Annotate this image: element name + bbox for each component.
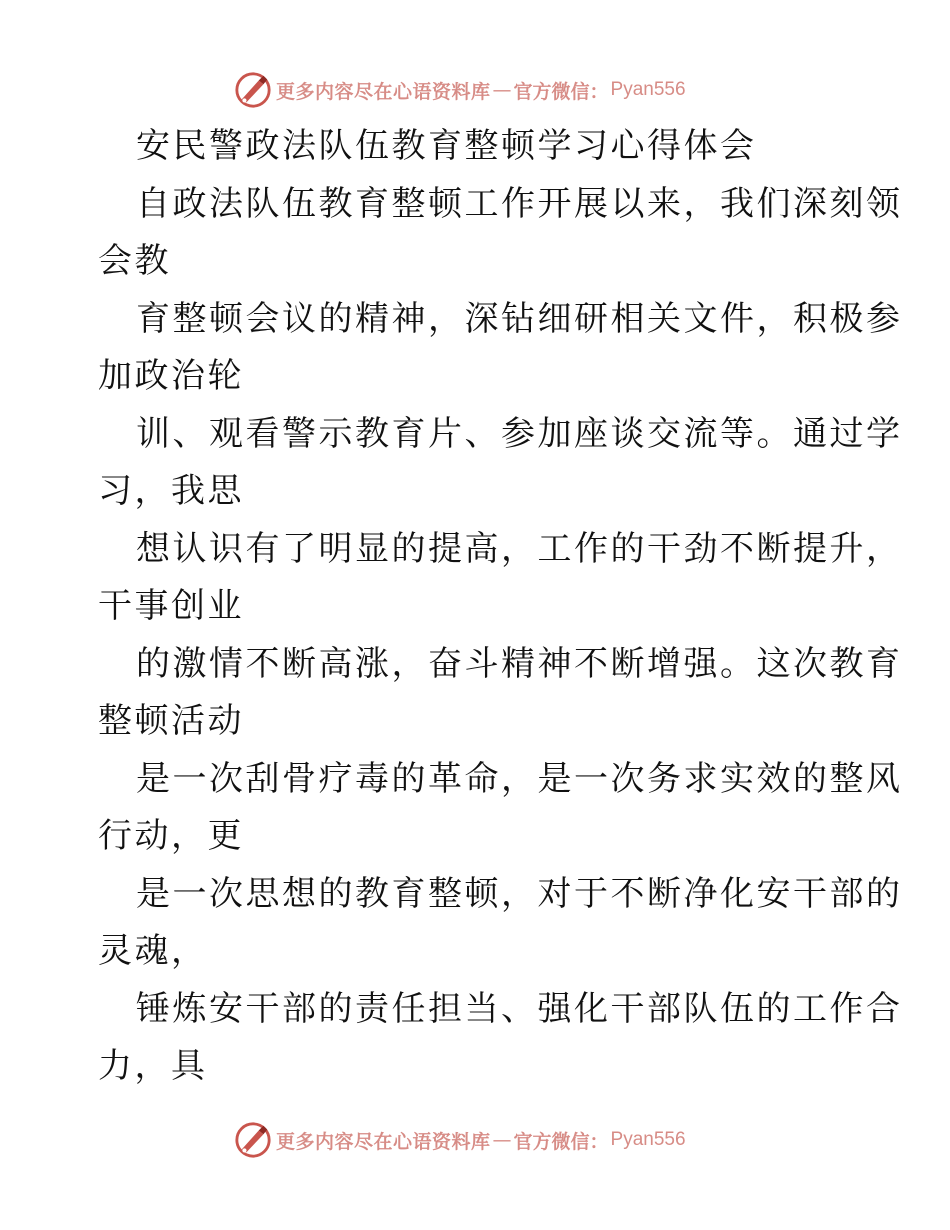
watermark-wechat-id: Pyan556 (610, 1129, 686, 1150)
footer-watermark (234, 1120, 686, 1160)
text-line: 整顿活动 (98, 701, 244, 741)
text-line: 训、观看警示教育片、参加座谈交流等。通过学 (136, 413, 903, 454)
watermark-text: 更多内容尽在心语资料库 (276, 80, 491, 103)
text-line: 行动，更 (98, 816, 244, 856)
pen-logo-icon (234, 71, 272, 109)
text-line: 灵魂， (98, 931, 208, 971)
pen-logo-icon (234, 1121, 272, 1159)
watermark-dash: — (492, 1129, 512, 1151)
watermark-wechat-id: Pyan556 (610, 79, 686, 100)
text-line: 加政治轮 (98, 356, 244, 396)
watermark-wechat-label: 官方微信： (513, 1130, 609, 1153)
text-line: 是一次刮骨疗毒的革命，是一次务求实效的整风 (136, 758, 903, 799)
text-line: 会教 (98, 241, 171, 281)
text-line: 的激情不断高涨，奋斗精神不断增强。这次教育 (136, 643, 903, 684)
watermark-text: 更多内容尽在心语资料库 (276, 1130, 491, 1153)
watermark-dash: — (492, 79, 512, 101)
text-line: 安民警政法队伍教育整顿学习心得体会 (136, 126, 757, 166)
watermark-wechat-label: 官方微信： (513, 80, 609, 103)
text-line: 干事创业 (98, 586, 244, 626)
text-line: 力，具 (98, 1046, 208, 1086)
text-line: 是一次思想的教育整顿，对于不断净化安干部的 (136, 873, 903, 914)
document-body (98, 118, 903, 1096)
text-line: 想认识有了明显的提高，工作的干劲不断提升， (136, 528, 903, 569)
text-line: 育整顿会议的精神，深钻细研相关文件，积极参 (136, 298, 903, 339)
text-line: 习，我思 (98, 471, 244, 511)
header-watermark (234, 70, 686, 110)
text-line: 锤炼安干部的责任担当、强化干部队伍的工作合 (136, 988, 903, 1029)
text-line: 自政法队伍教育整顿工作开展以来，我们深刻领 (136, 183, 903, 224)
